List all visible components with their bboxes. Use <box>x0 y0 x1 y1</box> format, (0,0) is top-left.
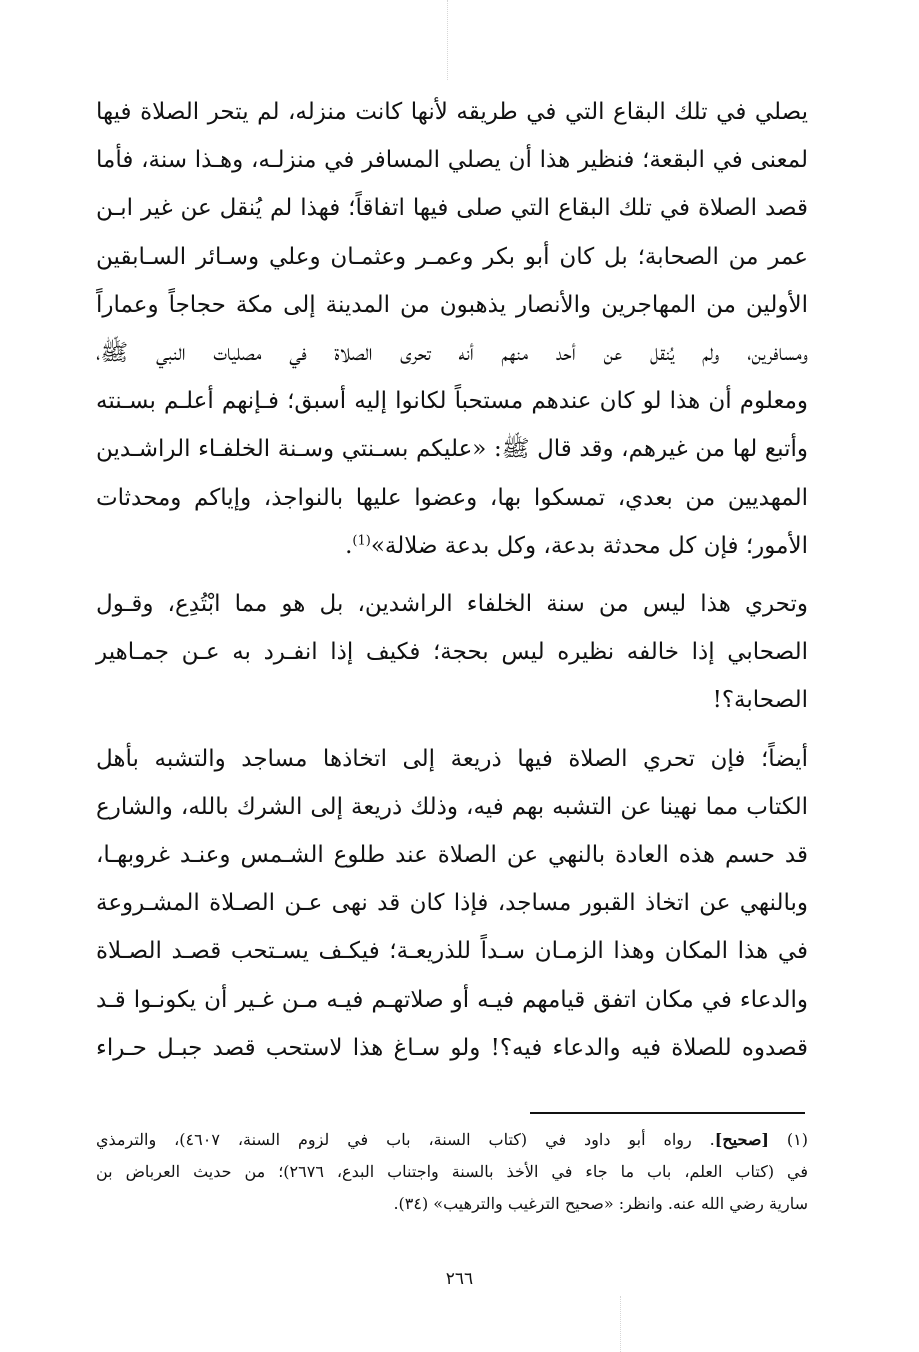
paragraph-1 <box>96 88 808 570</box>
footnote-1-line <box>96 1124 808 1156</box>
page-number: ٢٦٦ <box>445 1269 474 1289</box>
text-line: عمر من الصحابة؛ بل كان أبو بكر وعمـر وعثمـان وعلي وسـائر السـابقين <box>96 243 808 270</box>
paragraph-2 <box>96 580 808 725</box>
text-line: قصدوه للصلاة فيه والدعاء فيه؟! ولو سـاغ هذا لاستحب قصد جبـل حـراء <box>96 1034 808 1061</box>
text-line: يصلي في تلك البقاع التي في طريقه لأنها كانت منزله، لم يتحر الصلاة فيها <box>96 99 808 125</box>
text-line-last <box>96 522 808 570</box>
text-line: في هذا المكان وهذا الزمـان سـداً للذريعـة؛ فيكـف يسـتحب قصـد الصـلاة <box>96 938 808 965</box>
text-line: قصد الصلاة في تلك البقاع التي صلى فيها اتفاقاً؛ فهذا لم يُنقل عن غير ابـن <box>96 195 808 222</box>
text-line: المهديين من بعدي، تمسكوا بها، وعضوا عليها بالنواجذ، وإياكم ومحدثات <box>96 484 808 511</box>
text-line: وبالنهي عن اتخاذ القبور مساجد، فإذا كان قد نهى عـن الصـلاة المشـروعة <box>96 890 808 917</box>
footnote-text: . رواه أبو داود في (كتاب السنة، باب في لزوم السنة، ٤٦٠٧)، والترمذي <box>96 1130 715 1149</box>
footnote-reference[interactable]: (1) <box>352 533 371 549</box>
text-line: قد حسم هذه العادة بالنهي عن الصلاة عند طلوع الشـمس وعنـد غروبهـا، <box>96 842 808 869</box>
footnote-grade: [صحيح] <box>714 1130 769 1149</box>
main-text <box>96 88 808 1072</box>
text-line: ومسافرين، ولم يُنقل عن أحد منهم أنه تحرى الصلاة في مصليات النبي ﷺ، <box>96 340 808 367</box>
text-line: الصحابي إذا خالفه نظيره ليس بحجة؛ فكيف إذا انفـرد به عـن جمـاهير <box>96 639 808 666</box>
text-line: وأتبع لها من غيرهم، وقد قال ﷺ: «عليكم بسـنتي وسـنة الخلفـاء الراشـدين <box>96 436 808 463</box>
footnote-1-line: سارية رضي الله عنه. وانظر: «صحيح الترغيب والترهيب» (٣٤). <box>393 1194 808 1213</box>
end-mark: . <box>345 532 353 559</box>
paragraph-3 <box>96 735 808 1072</box>
text-line-content: الأمور؛ فإن كل محدثة بدعة، وكل بدعة ضلالة» <box>370 532 808 559</box>
text-line: والدعاء في مكان اتفق قيامهم فيـه أو صلاتهـم فيـه مـن غـير أن يكونـوا قـد <box>96 986 808 1013</box>
text-line: الأولين من المهاجرين والأنصار يذهبون من المدينة إلى مكة حجاجاً وعماراً <box>96 291 808 318</box>
footnote-number: (١) <box>786 1130 809 1149</box>
footnotes <box>96 1124 808 1220</box>
text-line-last: الصحابة؟! <box>712 687 808 714</box>
scan-artifact <box>447 0 448 80</box>
footnote-divider <box>530 1112 805 1114</box>
text-line: الكتاب مما نهينا عن التشبه بهم فيه، وذلك ذريعة إلى الشرك بالله، والشارع <box>96 793 808 820</box>
text-line: أيضاً؛ فإن تحري الصلاة فيها ذريعة إلى اتخاذها مساجد والتشبه بأهل <box>96 745 808 772</box>
text-line: وتحري هذا ليس من سنة الخلفاء الراشدين، بل هو مما ابْتُدِع، وقـول <box>96 591 808 618</box>
footnote-1-line: في (كتاب العلم، باب ما جاء في الأخذ بالسنة واجتناب البدع، ٢٦٧٦)؛ من حديث العرباض بن <box>96 1162 809 1181</box>
text-line: ومعلوم أن هذا لو كان عندهم مستحباً لكانوا إليه أسبق؛ فـإنهم أعلـم بسـنته <box>96 388 808 415</box>
text-line: لمعنى في البقعة؛ فنظير هذا أن يصلي المسافر في منزلـه، وهـذا سنة، فأما <box>96 147 808 174</box>
scan-artifact <box>620 1296 621 1352</box>
